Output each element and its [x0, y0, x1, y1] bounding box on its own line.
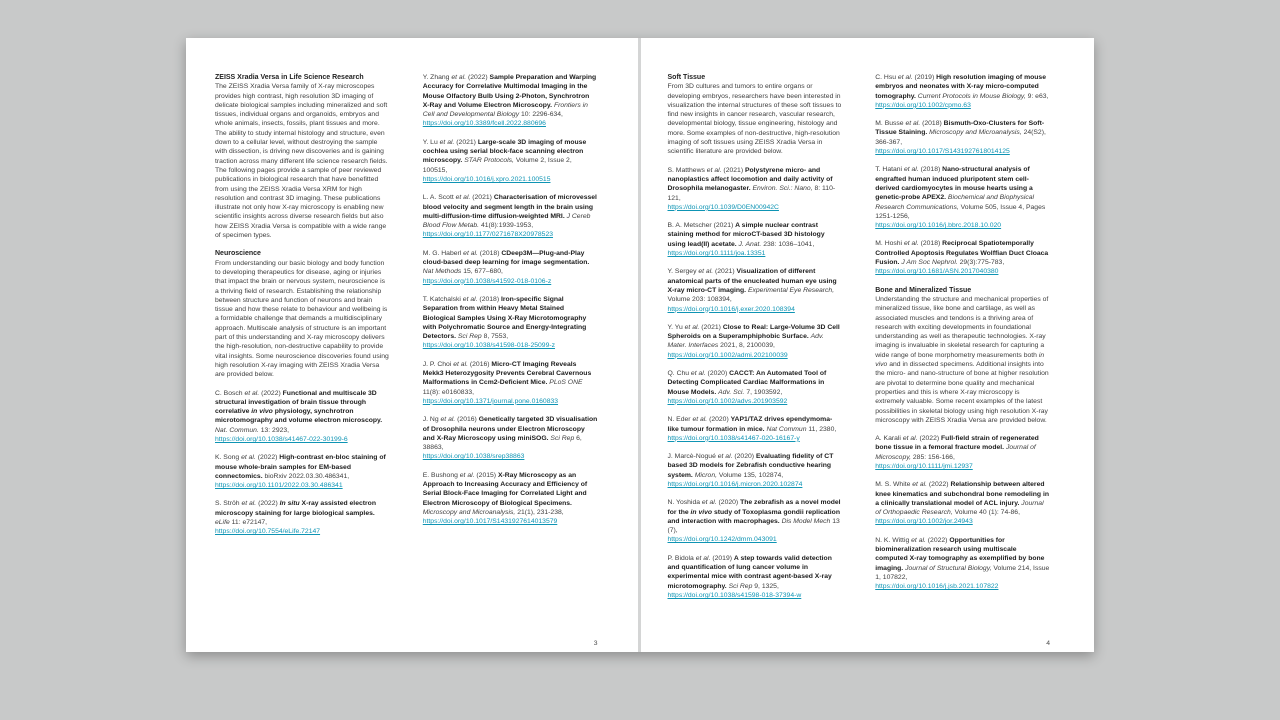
reference-entry	[668, 415, 843, 443]
reference-authors: P. Bidola et al. (2019)	[667, 554, 733, 562]
doi-link[interactable]: https://doi.org/10.1016/j.bbrc.2018.10.020	[875, 222, 1002, 230]
section-heading: Soft Tissue	[667, 74, 706, 81]
reference-authors: C. Hsu et al. (2019)	[875, 74, 935, 81]
reference-authors: A. Karali et al. (2022)	[875, 435, 940, 443]
text-column	[423, 73, 598, 634]
reference-authors: K. Song et al. (2022)	[215, 454, 278, 462]
section-heading: Bone and Mineralized Tissue	[875, 286, 972, 294]
reference-title: The zebrafish as a novel model for the in vivo study of Toxoplasma gondii replication and interaction with macrophages.	[667, 499, 841, 525]
reference-journal: J Cereb Blood Flow Metab.	[422, 212, 591, 230]
reference-title: CACCT: An Automated Tool of Detecting Complicated Cardiac Malformations in Mouse Models.	[667, 370, 827, 396]
reference-entry	[875, 480, 1050, 526]
reference-entry	[423, 471, 598, 527]
reference-title: CDeep3M—Plug-and-Play cloud-based deep learning for image segmentation.	[422, 249, 590, 267]
reference-detail: 8: 110-121,	[667, 185, 836, 202]
reference-entry	[668, 452, 843, 489]
reference-journal: Microscopy and Microanalysis,	[929, 129, 1022, 137]
reference-journal: Sci Rep	[728, 582, 753, 590]
text-column	[215, 73, 390, 634]
reference-detail: Volume 2, Issue 2, 100515,	[422, 157, 572, 174]
reference-entry	[423, 249, 598, 286]
reference-detail: 2021, 8, 2100039,	[720, 342, 775, 350]
reference-title: High-contrast en-bloc staining of mouse whole-brain samples for EM-based connectomics.	[215, 454, 386, 480]
reference-detail: 29(3):775-783,	[959, 259, 1005, 267]
page-right	[641, 38, 1095, 652]
doi-link[interactable]: https://doi.org/10.3389/fcell.2022.880696	[422, 120, 546, 128]
reference-journal: Adv. Sci.	[718, 388, 745, 396]
reference-entry	[875, 73, 1050, 110]
reference-detail: 285: 156-166,	[912, 453, 955, 461]
reference-entry	[668, 554, 843, 600]
reference-detail: Volume 135, 102874,	[718, 471, 784, 479]
reference-title: Visualization of different anatomical parts of the enucleated human eye using X-ray micro-CT imaging.	[667, 268, 837, 294]
doi-link[interactable]: https://doi.org/10.1039/D0EN00942C	[667, 203, 779, 211]
reference-detail: 7, 1903592,	[746, 388, 783, 396]
reference-journal: Experimental Eye Research,	[747, 286, 835, 294]
doi-link[interactable]: https://doi.org/10.1002/advs.201903592	[667, 397, 788, 405]
doi-link[interactable]: https://doi.org/10.1038/s41467-020-16167-y	[667, 434, 800, 442]
reference-detail: 8, 7553,	[483, 333, 509, 341]
reference-entry	[668, 369, 843, 406]
reference-authors: N. Yoshida et al. (2020)	[667, 499, 739, 507]
reference-entry	[423, 295, 598, 351]
reference-authors: B. A. Metscher (2021)	[667, 222, 734, 230]
doi-link[interactable]: https://doi.org/10.1017/S1431927618014125	[875, 148, 1010, 156]
doi-link[interactable]: https://doi.org/10.1038/s41467-022-30199-6	[215, 435, 348, 443]
reference-detail: 13 (7),	[667, 517, 840, 535]
reference-authors: M. Hoshi et al. (2018)	[875, 240, 941, 248]
reference-journal: Nat Methods	[422, 268, 462, 276]
reference-authors: T. Hatani et al. (2018)	[875, 166, 941, 174]
reference-authors: J. P. Choi et al. (2016)	[422, 360, 490, 368]
doi-link[interactable]: https://doi.org/10.1101/2022.03.30.486341	[215, 482, 343, 490]
page-left	[186, 38, 638, 652]
reference-title: Nano-structural analysis of engrafted human induced pluripotent stem cell-derived cardiomyocytes in mouse hearts using a genetic-probe APEX2.	[875, 166, 1033, 202]
reference-title: Opportunities for biomineralization research using multiscale computed X-ray tomography as exemplified by bone imaging.	[875, 536, 1045, 572]
reference-authors: M. Busse et al. (2018)	[875, 120, 942, 128]
doi-link[interactable]: https://doi.org/10.1016/j.micron.2020.102874	[667, 480, 803, 488]
reference-journal: Biochemical and Biophysical Research Communications,	[875, 194, 1035, 211]
page-number: 3	[593, 640, 598, 647]
reference-title: Polystyrene micro- and nanoplastics affect locomotion and daily activity of Drosophila melanogaster.	[667, 166, 833, 193]
reference-authors: M. S. White et al. (2022)	[875, 481, 949, 489]
reference-entry	[423, 415, 598, 461]
reference-journal: eLife	[215, 519, 230, 527]
doi-link[interactable]: https://doi.org/10.1002/admi.202100039	[667, 351, 788, 359]
reference-title: Reciprocal Spatiotemporally Controlled Apoptosis Regulates Wolffian Duct Cloaca Fusion.	[875, 240, 1049, 267]
reference-entry	[875, 239, 1050, 276]
reference-title: A simple nuclear contrast staining method for microCT-based 3D histology using lead(II) acetate.	[667, 222, 825, 248]
reference-journal: PLoS ONE	[549, 379, 583, 387]
doi-link[interactable]: https://doi.org/10.1242/dmm.043091	[667, 536, 777, 544]
reference-journal: Current Protocols in Mouse Biology,	[917, 92, 1026, 100]
reference-journal: Nat Commun	[766, 425, 807, 433]
reference-detail: 9, 1325,	[754, 582, 779, 590]
reference-authors: N. K. Wittig et al. (2022)	[875, 536, 948, 544]
reference-title: Genetically targeted 3D visualisation of Drosophila neurons under Electron Microscopy and X-Ray Microscopy using miniSOG.	[422, 416, 598, 442]
reference-entry	[668, 323, 843, 360]
reference-title: Characterisation of microvessel blood velocity and segment length in the brain using multi-diffusion-time diffusion-weighted MRI.	[422, 194, 597, 220]
reference-journal: Frontiers in Cell and Developmental Biology	[422, 101, 588, 119]
reference-entry	[875, 165, 1050, 230]
doi-link[interactable]: https://doi.org/10.1002/jor.24943	[875, 518, 973, 526]
reference-title: Sample Preparation and Warping Accuracy for Correlative Multimodal Imaging in the Mouse Olfactory Bulb Using 2-Photon, Synchrotron X-Ray and Volume Electron Microscopy.	[422, 74, 597, 109]
reference-title: High resolution imaging of mouse embryos and neonates with X-ray micro-computed tomography.	[875, 74, 1046, 100]
reference-entry	[423, 73, 598, 129]
reference-entry	[423, 193, 598, 239]
page-number: 4	[1046, 640, 1050, 647]
intro-paragraph: From understanding our basic biology and body function to developing therapeutics for disease, aging or injuries that impact the brain or nervous system, neuroscience is a thriving field of research. Establishing the relationship between structure and function of neurons and brain tissue and how these relate to behaviour and wellbeing is a formidable challenge that demands a multidisciplinary approach. Multiscale analysis of structure is an important part of this understanding and X-ray microscopy delivers the high-resolution, non-destructive capability to provide vital insights. Some neuroscience discoveries found using high resolution X-ray imaging with ZEISS Xradia Versa are provided below.	[215, 259, 389, 379]
reference-entry	[875, 119, 1050, 156]
reference-journal: J. Anat.	[738, 240, 762, 248]
reference-authors: E. Bushong et al. (2015)	[422, 471, 497, 479]
reference-authors: J. Ng et al. (2016)	[422, 416, 477, 424]
doi-link[interactable]: https://doi.org/10.1038/s41592-018-0106-z	[422, 277, 552, 285]
reference-entry	[875, 536, 1050, 592]
doi-link[interactable]: https://doi.org/10.7554/eLife.72147	[215, 528, 321, 536]
reference-detail: 15, 677–680,	[463, 268, 503, 276]
reference-detail: 11(8): e0160833,	[422, 388, 475, 396]
intro-paragraph: From 3D cultures and tumors to entire organs or developing embryos, researchers have been interested in visualization the internal structures of these soft tissues to find new insights in cancer research, vascular research, developmental biology, tissue engineering, histology and more. Some examples of non-destructive, high-resolution imaging of soft tissues using ZEISS Xradia Versa in scientific literature are provided below.	[667, 83, 842, 156]
reference-authors: M. G. Haberl et al. (2018)	[422, 249, 500, 257]
section-heading: Neuroscience	[215, 250, 261, 258]
reference-journal: Adv. Mater. Interfaces	[667, 333, 824, 350]
reference-authors: T. Katchalski et al. (2018)	[422, 295, 500, 303]
reference-entry	[423, 360, 598, 406]
text-column	[668, 73, 843, 634]
reference-title: In situ X-ray assisted electron microscopy staining for large biological samples.	[215, 500, 376, 517]
reference-title: Micro-CT Imaging Reveals Mekk3 Heterozygosity Prevents Cerebral Cavernous Malformations in Ccm2-Deficient Mice.	[422, 360, 592, 387]
reference-journal: Journal of Structural Biology,	[905, 564, 992, 572]
section-heading: ZEISS Xradia Versa in Life Science Research	[215, 74, 364, 81]
doi-link[interactable]: https://doi.org/10.1002/cpmo.63	[875, 101, 971, 109]
reference-journal: Journal of Microscopy,	[875, 444, 1036, 461]
text-column	[875, 73, 1050, 634]
reference-title: YAP1/TAZ drives ependymoma-like tumour formation in mice.	[667, 416, 833, 433]
reference-authors: J. Marcè-Nogué et al. (2020)	[667, 453, 755, 461]
doi-link[interactable]: https://doi.org/10.1111/jmi.12937	[875, 462, 973, 470]
doi-link[interactable]: https://doi.org/10.1016/j.jsb.2021.107822	[875, 583, 999, 591]
reference-title: A step towards valid detection and quantification of lung cancer volume in experimental mice with contrast agent-based X-ray microtomography.	[667, 554, 832, 590]
reference-title: Bismuth-Oxo-Clusters for Soft-Tissue Staining.	[875, 120, 1045, 137]
reference-detail: 238: 1036–1041,	[763, 240, 815, 248]
doi-link[interactable]: https://doi.org/10.1017/S1431927614013579	[422, 518, 558, 526]
reference-entry	[423, 138, 598, 184]
reference-detail: 24(S2), 366-367,	[875, 129, 1046, 146]
doi-link[interactable]: https://doi.org/10.1111/joa.13351	[667, 250, 766, 258]
reference-authors: Y. Sergey et al. (2021)	[667, 268, 735, 276]
reference-detail: Volume 214, Issue 1, 107822,	[875, 564, 1050, 581]
reference-authors: L. A. Scott et al. (2021)	[422, 194, 492, 202]
reference-title: Functional and multiscale 3D structural investigation of brain tissue through correlative in vivo physiology, synchrotron microtomography and volume electron microscopy.	[215, 389, 383, 425]
reference-authors: Y. Lu et al. (2021)	[422, 138, 476, 146]
doi-link[interactable]: https://doi.org/10.1038/srep38863	[422, 453, 525, 461]
reference-title: Relationship between altered knee kinematics and subchondral bone remodeling in a clinically translational model of ACL injury.	[875, 481, 1049, 507]
reference-authors: Y. Zhang et al. (2022)	[422, 74, 488, 81]
reference-journal: J Am Soc Nephrol.	[901, 259, 958, 267]
pdf-spread	[186, 38, 1094, 652]
reference-title: Iron-specific Signal Separation from within Heavy Metal Stained Biological Samples Using X-Ray Microtomography with Polychromatic Source and Energy-Integrating Detectors.	[422, 295, 587, 341]
reference-journal: Micron,	[694, 471, 718, 479]
reference-detail: Volume 505, Issue 4, Pages 1251-1256,	[875, 203, 1046, 220]
reference-journal: STAR Protocols,	[464, 157, 514, 165]
reference-detail: 11, 2380,	[808, 425, 837, 433]
doi-link[interactable]: https://doi.org/10.1016/j.exer.2020.108394	[667, 305, 795, 313]
doi-link[interactable]: https://doi.org/10.1038/s41598-018-37394-w	[667, 591, 802, 599]
intro-paragraph: The ZEISS Xradia Versa family of X-ray microscopes provides high contrast, high resolution 3D imaging of delicate biological samples including mineralized and soft tissues, individual organs and organoids, embryos and whole animals, insects, fossils, plant tissues and more. The ability to study internal histology and structure, even down to a cellular level, without destroying the sample with dissection, is driving new discoveries and is gaining traction across many different life science research fields. The following pages provide a sample of peer reviewed publications in biological research that have benefitted from using the ZEISS Xradia Versa XRM for high resolution and contrast 3D imaging. These publications illustrate not only how X-ray microscopy is enabling new scientific insights across diverse research fields but also how ZEISS Xradia Versa is compatible with a wide range of specimen types.	[215, 83, 388, 240]
reference-journal: Journal of Orthopaedic Research,	[875, 499, 1044, 517]
reference-authors: S. Matthews et al. (2021)	[667, 166, 744, 174]
reference-authors: N. Eder et al. (2020)	[667, 416, 729, 424]
reference-detail: 6, 38863,	[422, 434, 582, 452]
reference-entry	[215, 389, 390, 445]
reference-entry	[875, 434, 1050, 471]
reference-journal: Dis Model Mech	[781, 517, 831, 525]
reference-detail: 10: 2296-634,	[521, 111, 563, 119]
doi-link[interactable]: https://doi.org/10.1371/journal.pone.0160833	[422, 397, 559, 405]
reference-entry	[215, 499, 390, 536]
reference-detail: 41(8):1939-1953,	[480, 222, 534, 230]
reference-title: Full-field strain of regenerated bone tissue in a femoral fracture model.	[875, 435, 1039, 452]
reference-journal: Nat. Commun.	[215, 426, 259, 434]
reference-entry	[668, 221, 843, 258]
page-right-columns	[668, 73, 1051, 634]
reference-journal: Microscopy and Microanalysis,	[422, 508, 516, 516]
reference-detail: 9: e63,	[1027, 92, 1049, 100]
doi-link[interactable]: https://doi.org/10.1177/0271678X20978523	[422, 231, 554, 239]
reference-detail: 13: 2923,	[260, 426, 290, 434]
doi-link[interactable]: https://doi.org/10.1038/s41598-018-25099-z	[422, 342, 556, 350]
reference-entry	[215, 453, 390, 490]
reference-title: X-Ray Microscopy as an Approach to Increasing Accuracy and Efficiency of Serial Block-Face Imaging for Correlated Light and Electron Microscopy of Biological Specimens.	[422, 471, 588, 507]
reference-title: Close to Real: Large-Volume 3D Cell Spheroids on a Superamphiphobic Surface.	[667, 323, 840, 341]
reference-authors: S. Ströh et al. (2022)	[215, 500, 278, 508]
doi-link[interactable]: https://doi.org/10.1016/j.xpro.2021.100515	[422, 175, 551, 183]
reference-entry	[668, 166, 843, 212]
reference-authors: Q. Chu et al. (2020)	[667, 370, 728, 378]
reference-authors: Y. Yu et al. (2021)	[667, 323, 721, 331]
reference-detail: 11: e72147,	[231, 519, 268, 527]
reference-detail: 21(1), 231-238,	[517, 508, 564, 516]
reference-entry	[668, 267, 843, 313]
reference-title: Large-scale 3D imaging of mouse cochlea using serial block-face scanning electron microscopy.	[422, 138, 587, 165]
reference-journal: Sci Rep	[457, 333, 482, 341]
reference-entry	[668, 498, 843, 544]
doi-link[interactable]: https://doi.org/10.1681/ASN.2017040380	[875, 268, 999, 276]
reference-authors: C. Bosch et al. (2022)	[215, 389, 281, 397]
reference-detail: Volume 40 (1): 74-86,	[954, 509, 1020, 517]
reference-title: Evaluating fidelity of CT based 3D models for Zebrafish conductive hearing system.	[667, 453, 834, 479]
reference-detail: Volume 203: 108394,	[667, 296, 732, 304]
intro-paragraph: Understanding the structure and mechanical properties of mineralized tissue, like bone and cartilage, as well as associated muscles and tendons is a thriving area of research with exciting developments in foundational understanding as well as therapeutic technologies. X-ray imaging is invaluable in skeletal research for capturing a wide range of bone morphometry measurements both in vivo and in dissected specimens. Additional insights into the micro- and nano-structure of bone at higher resolution are pivotal to determine bone quality and mechanical properties and this is where X-ray microscopy is extremely valuable. Some recent examples of the latest possibilities in skeletal biology using high resolution X-ray microscopy with ZEISS Xradia Versa are provided below.	[875, 295, 1049, 424]
reference-journal: Sci Rep	[550, 434, 575, 442]
reference-journal: Environ. Sci.: Nano,	[752, 185, 813, 193]
page-left-columns	[215, 73, 598, 634]
reference-detail: bioRxiv 2022.03.30.486341,	[264, 472, 350, 480]
